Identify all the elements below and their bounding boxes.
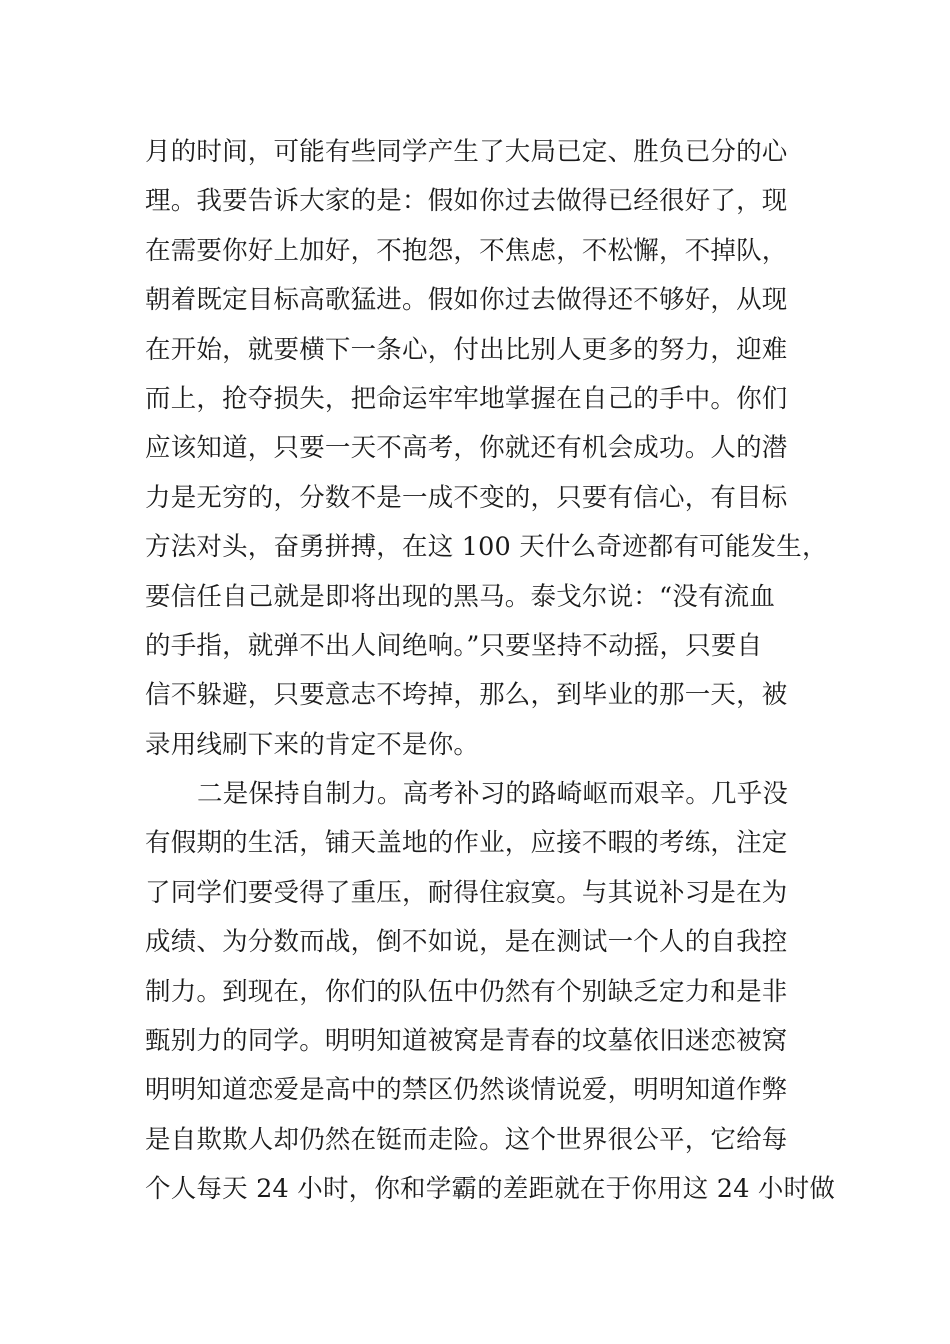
text-line: 而上，抢夺损失，把命运牢牢地掌握在自己的手中。你们 — [145, 383, 788, 414]
text-line: 在开始，就要横下一条心，付出比别人更多的努力，迎难 — [145, 334, 788, 365]
text-line: 是自欺欺人却仍然在铤而走险。这个世界很公平，它给每 — [145, 1124, 788, 1155]
text-line: 录用线刷下来的肯定不是你。 — [145, 729, 480, 760]
text-line: 个人每天 24 小时，你和学霸的差距就在于你用这 24 小时做 — [145, 1174, 836, 1205]
text-line: 制力。到现在，你们的队伍中仍然有个别缺乏定力和是非 — [145, 976, 788, 1007]
text-line: 甄别力的同学。明明知道被窝是青春的坟墓依旧迷恋被窝 — [145, 1026, 788, 1057]
text-line: 要信任自己就是即将出现的黑马。泰戈尔说：“没有流血 — [145, 581, 776, 612]
text-line: 力是无穷的，分数不是一成不变的，只要有信心，有目标 — [145, 482, 788, 513]
text-line: 方法对头，奋勇拼搏，在这 100 天什么奇迹都有可能发生， — [145, 532, 828, 563]
paragraph-start-line: 二是保持自制力。高考补习的路崎岖而艰辛。几乎没 — [197, 779, 789, 810]
text-line: 应该知道，只要一天不高考，你就还有机会成功。人的潜 — [145, 433, 788, 464]
text-line: 理。我要告诉大家的是：假如你过去做得已经很好了，现 — [145, 186, 788, 217]
text-line: 的手指，就弹不出人间绝响。”只要坚持不动摇，只要自 — [145, 630, 763, 661]
text-line: 月的时间，可能有些同学产生了大局已定、胜负已分的心 — [145, 137, 788, 167]
text-line: 成绩、为分数而战，倒不如说，是在测试一个人的自我控 — [145, 927, 788, 958]
text-line: 明明知道恋爱是高中的禁区仍然谈情说爱，明明知道作弊 — [145, 1075, 788, 1106]
text-line: 朝着既定目标高歌猛进。假如你过去做得还不够好，从现 — [145, 285, 788, 316]
text-line: 在需要你好上加好，不抱怨，不焦虑，不松懈，不掉队， — [145, 235, 788, 266]
text-line: 了同学们要受得了重压，耐得住寂寞。与其说补习是在为 — [145, 877, 788, 908]
text-line: 有假期的生活，铺天盖地的作业，应接不暇的考练，注定 — [145, 828, 788, 859]
text-line: 信不躲避，只要意志不垮掉，那么，到毕业的那一天，被 — [145, 680, 788, 711]
body-text — [145, 128, 836, 1215]
